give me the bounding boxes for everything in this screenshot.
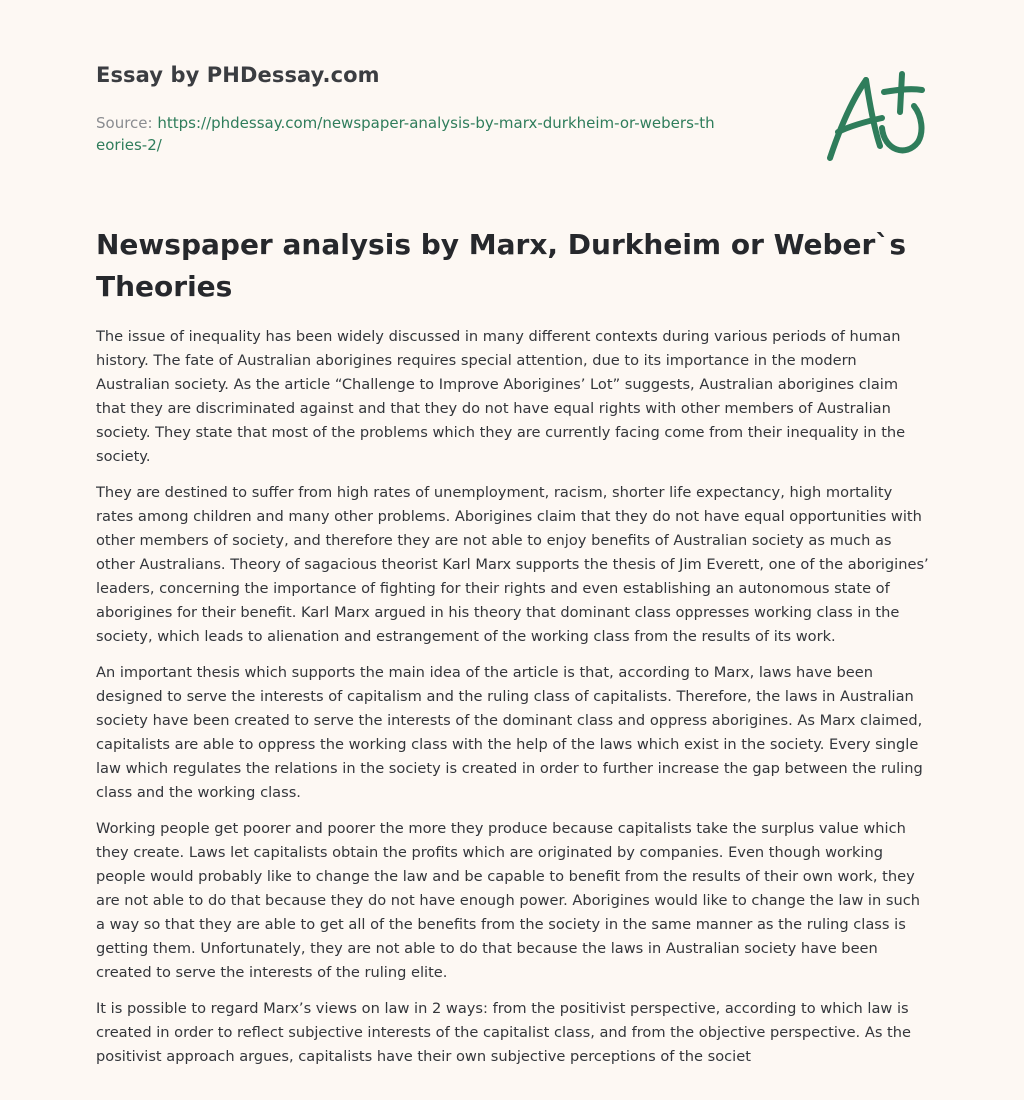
source-label: Source: (96, 114, 153, 132)
essay-paragraph: An important thesis which supports the main idea of the article is that, according to Marx, laws have been designed to serve the interests of capitalism and the ruling class of capitalists. Therefore, the laws in Australian society have been created to serve the interests of the dominant class and oppress aborigines. As Marx claimed, capitalists are able to oppress the working class with the help of the laws which exist in the society. Every single law which regulates the relations in the society is created in order to further increase the gap between the ruling class and the working class. (96, 664, 923, 801)
essay-paragraph: The issue of inequality has been widely discussed in many different contexts during various periods of human history. The fate of Australian aborigines requires special attention, due to its importance in the modern Australian society. As the article “Challenge to Improve Aborigines’ Lot” suggests, Australian aborigines claim that they are discriminated against and that they do not have equal rights with other members of Australian society. They state that most of the problems which they are currently facing come from their inequality in the society. (96, 328, 906, 465)
source-line (96, 112, 716, 156)
site-title: Essay by PHDessay.com (96, 63, 380, 87)
essay-paragraph: Working people get poorer and poorer the more they produce because capitalists take the surplus value which they create. Laws let capitalists obtain the profits which are originated by companies. Even though working people would probably like to change the law and be capable to benefit from the results of their own work, they are not able to do that because they do not have enough power. Aborigines would like to change the law in such a way so that they are able to get all of the benefits from the society in the same manner as the ruling class is getting them. Unfortunately, they are not able to do that because the laws in Australian society have been created to serve the interests of the ruling elite. (96, 820, 920, 981)
source-link[interactable]: https://phdessay.com/newspaper-analysis-by-marx-durkheim-or-webers-theories-2/ (96, 114, 715, 154)
essay-title: Newspaper analysis by Marx, Durkheim or Weber`s Theories (96, 228, 907, 303)
essay-paragraph: It is possible to regard Marx’s views on law in 2 ways: from the positivist perspective, according to which law is created in order to reflect subjective interests of the capitalist class, and from the objective perspective. As the positivist approach argues, capitalists have their own subjective perceptions of the societ (96, 1000, 912, 1065)
essay-body (96, 325, 932, 1095)
essay-paragraph: They are destined to suffer from high rates of unemployment, racism, shorter life expectancy, high mortality rates among children and many other problems. Aborigines claim that they do not have equal opportunities with other members of society, and therefore they are not able to enjoy benefits of Australian society as much as other Australians. Theory of sagacious theorist Karl Marx supports the thesis of Jim Everett, one of the aborigines’ leaders, concerning the importance of fighting for their rights and even establishing an autonomous state of aborigines for their benefit. Karl Marx argued in his theory that dominant class oppresses working class in the society, which leads to alienation and estrangement of the working class from the results of its work. (96, 484, 929, 645)
a-plus-grade-icon (820, 66, 930, 166)
